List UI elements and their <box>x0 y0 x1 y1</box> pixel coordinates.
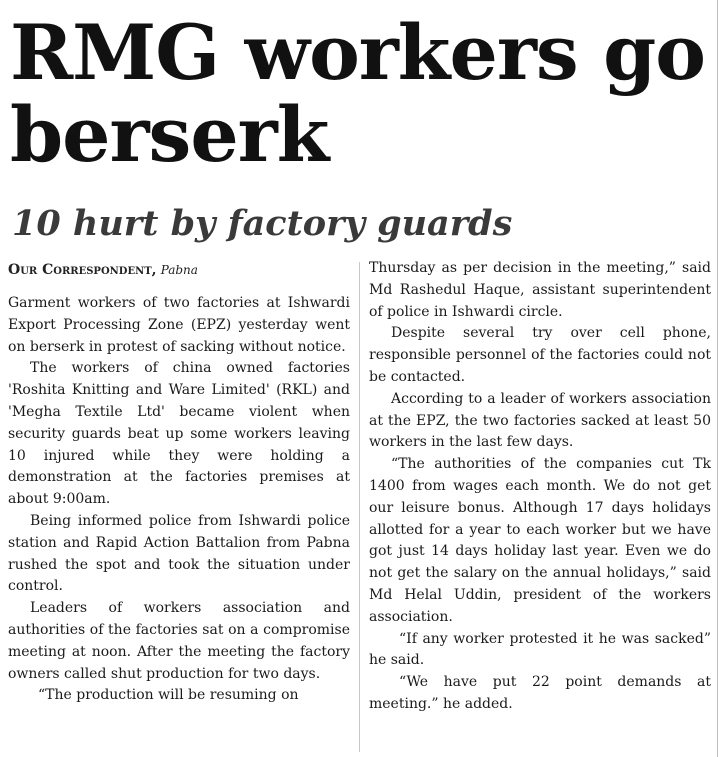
paragraph: According to a leader of workers association at the EPZ, the two factories sacked at least 50 workers in the last few days. <box>369 390 711 451</box>
subheadline: 10 hurt by factory guards <box>12 203 513 244</box>
column-divider <box>359 262 360 752</box>
paragraph: “The authorities of the companies cut Tk 1400 from wages each month. We do not get our leisure bonus. Although 17 days holidays allotted for a year to each worker but we have got just 14 days holiday last year. Even we do not get the salary on the annual holidays,” said Md Helal Uddin, president of the workers association. <box>369 456 711 625</box>
article-column-1 <box>8 293 350 707</box>
paragraph: Garment workers of two factories at Ishwardi Export Processing Zone (EPZ) yesterday went on berserk in protest of sacking without notice. <box>8 295 350 355</box>
headline: RMG workers go berserk <box>10 8 705 179</box>
byline-place: Pabna <box>160 263 198 277</box>
byline <box>8 260 353 281</box>
article-column-2 <box>369 258 711 716</box>
paragraph: Thursday as per decision in the meeting,” said Md Rashedul Haque, assistant superintendent of police in Ishwardi circle. <box>369 260 711 320</box>
paragraph: “The production will be resuming on <box>38 687 299 704</box>
paragraph: Despite several try over cell phone, responsible personnel of the factories could not be contacted. <box>369 325 711 385</box>
paragraph: Leaders of workers association and authorities of the factories sat on a compromise meeting at noon. After the meeting the factory owners called shut production for two days. <box>8 600 350 682</box>
paragraph: “If any worker protested it he was sacked” he said. <box>369 630 711 669</box>
paragraph: Being informed police from Ishwardi police station and Rapid Action Battalion from Pabna rushed the spot and took the situation under control. <box>8 512 350 595</box>
paragraph: “We have put 22 point demands at meeting.” he added. <box>369 674 711 712</box>
byline-name: Our Correspondent, <box>8 262 157 278</box>
paragraph: The workers of china owned factories 'Roshita Knitting and Ware Limited' (RKL) and 'Megha Textile Ltd' became violent when security guards beat up some workers leaving 10 injured while they were holding a demonstration at the factories premises at about 9:00am. <box>8 360 350 508</box>
page-edge-rule <box>717 0 718 757</box>
